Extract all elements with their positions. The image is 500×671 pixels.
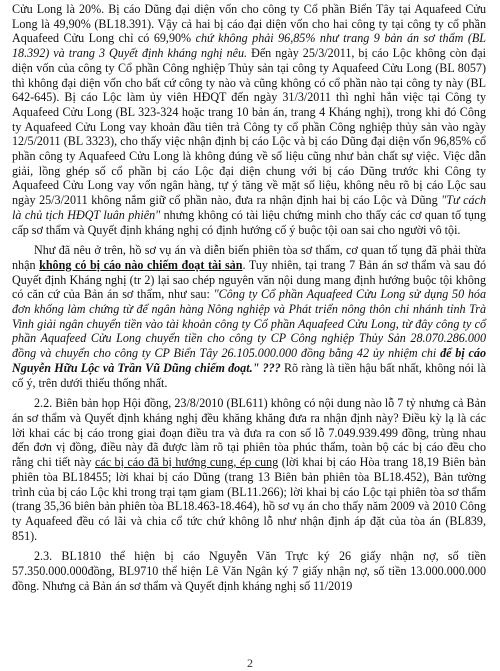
paragraph-2 (12, 243, 486, 390)
page-number: 2 (247, 656, 253, 670)
text-run: Rõ ràng là tiền hậu bất nhất, không nói là cố ý, trên dưới thiếu thống nhất. (12, 360, 487, 390)
paragraph-3 (12, 396, 486, 543)
text-run: Đến ngày 25/3/2011, bị cáo Lộc không còn đại diện vốn của công ty Cổ phần Công nghiệp Thủy sản tại công ty Aquafeed Cửu Long (BL 8057) thì không đại diện vốn cho bất cứ công ty nào và cũng không có cổ phần nào tại công ty này (BL 642-645). Bị cáo Lộc làm ủy viên HĐQT đến ngày 31/3/2011 thì nghỉ hẳn việc tại Công ty Aquafeed Cửu Long (BL 323-324 hoặc trang 10 bản án, trang 4 Kháng nghị), trong khi đó Công ty Aquafeed Cửu Long vay khoản đầu tiên trả Công ty cổ phần Công nghiệp thủy sản vào ngày 12/5/2011 (BL 3323), cho thấy việc nhận định bị cáo Lộc và bị cáo Dũng đại diện vốn 96,85% cổ phần công ty Aquafeed Cửu Long là không đúng về số liệu cũng như bản chất sự việc. Việc dẫn giải, lồng ghép số cổ phần bị cáo Lộc đại diện chung với bị cáo Dũng trước khi Công ty Aquafeed Cửu Long vay vốn ngân hàng, tự ý tăng về mặt số liệu, không nêu rõ bị cáo Lộc sau ngày 25/3/2011 không nắm giữ cổ phần nào, đưa ra nhận định hai bị cáo Lộc và Dũng (12, 46, 487, 208)
bold-italic-text: để bị cáo Nguyễn Hữu Lộc và Trần Vũ Dũng chiếm đoạt." ??? (12, 346, 486, 375)
text-run: 2.3. BL1810 thể hiện bị cáo Nguyễn Văn Trực ký 26 giấy nhận nợ, số tiền 57.350.000.000đồng, BL9710 thể hiện Lê Văn Ngân ký 7 giấy nhận nợ, số tiền 13.000.000.000 đồng. Nhưng cả Bản án sơ thẩm và Quyết định kháng nghị số 11/2019 (12, 549, 486, 593)
bold-underlined-text: không có bị cáo nào chiếm đoạt tài sản (39, 257, 243, 272)
text-run: Cửu Long là 20%. Bị cáo Dũng đại diện vốn cho công ty Cổ phần Biển Tây tại Aquafeed Cửu Long là 49,90% (BL18.391). Vậy cả hai bị cáo đại diện vốn cho hai công ty tại công ty cổ phần Aquafeed Cửu Long chỉ có 69,90% (12, 2, 486, 46)
text-run: . Tuy nhiên, tại trang 7 Bản án sơ thẩm và sau đó Quyết định Kháng nghị (tr 2) lại sao chép nguyên văn nội dung mang định hướng buộc tội không có căn cứ của Bản án sơ thẩm, như sau: (12, 257, 486, 302)
italic-text: chứ không phải 96,85% như trang 9 bản án sơ thẩm (BL 18.392) và trang 3 Quyết định kháng nghị nêu. (12, 31, 486, 61)
paragraph-1 (12, 2, 486, 237)
underlined-text: các bị cáo đã bị hướng cung, ép cung (94, 455, 279, 470)
text-run: 2.2. Biên bản họp Hội đồng, 23/8/2010 (BL611) không có nội dung nào lỗ 7 tỷ nhưng cả Bản án sơ thẩm và Quyết định kháng nghị đều khăng khăng đưa ra nhận định này? Điều kỳ lạ là các lời khai các bị cáo trong giai đoạn điều tra và đưa ra con số lỗ 7.049.939.499 đồng, trùng nhau đến đơn vị đồng, điều này đã được làm rõ tại phiên tòa phúc thẩm, toàn bộ các bị cáo đều cho rằng chi tiết này (12, 396, 486, 470)
paragraph-4 (12, 549, 486, 593)
text-run: nhưng không có tài liệu chứng minh cho thấy các cơ quan tố tụng cấp sơ thẩm và Quyết định kháng nghị có định hướng cố ý buộc tội oan sai cho người vô tội. (12, 207, 486, 237)
italic-quote: "Công ty Cổ phần Aquafeed Cửu Long sử dụng 50 hóa đơn khống làm chứng từ để ngân hàng Nông nghiệp và Phát triển nông thôn chi nhánh tỉnh Trà Vinh giải ngân chuyển tiền vào tài khoản công ty Cổ phần Aquafeed Cửu Long, từ đây công ty cổ phần Aquafeed Cửu Long chuyển tiền cho công ty CP Công nghiệp Thủy Sản 28.070.286.000 đồng và chuyển cho công ty CP Biển Tây 26.105.000.000 đồng bằng 42 ủy nhiệm chi (12, 287, 486, 361)
italic-quote: "Tư cách là chủ tịch HĐQT luân phiên" (12, 193, 486, 222)
text-run: (lời khai bị cáo Hòa trang 18,19 Biên bản phiên tòa BL18455; lời khai bị cáo Dũng (trang 13 Biên bản phiên tòa BL18.452), Bản tường trình của bị cáo Lộc khi trong trại tạm giam (BL11.266); lời khai bị cáo Lộc tại phiên tòa sơ thẩm (trang 35,36 biên bản phiên tòa BL18.463-18.464), hồ sơ vụ án cho thấy năm 2009 và 2010 Công ty Aquafeed đều có lãi và chia cổ tức chứ không lỗ như nhận định áp đặt của tòa án (BL839, 851). (12, 455, 486, 543)
text-run: Như đã nêu ở trên, hồ sơ vụ án và diễn biến phiên tòa sơ thẩm, cơ quan tố tụng đã phải thừa nhận (12, 243, 486, 272)
